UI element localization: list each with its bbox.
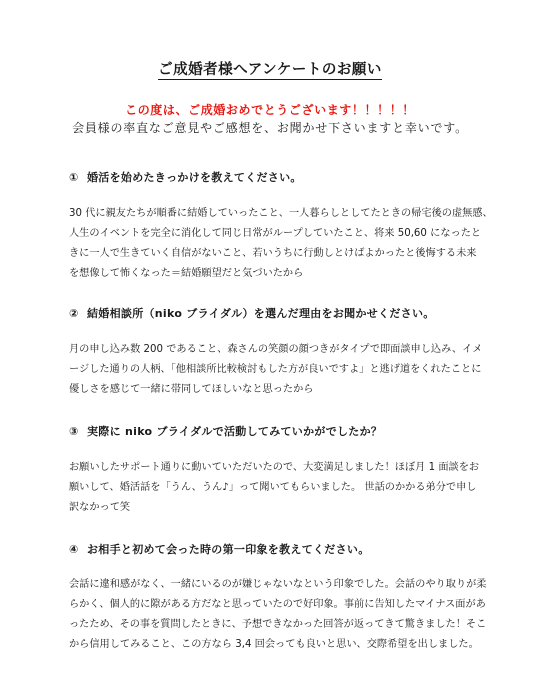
answer-line: 30 代に親友たちが順番に結婚していったこと、一人暮らしとしてたときの帰宅後の虚無感、 — [69, 208, 493, 219]
answer-line: ージした通りの人柄、「他相談所比較検討もした方が良いですよ」と逃げ道をくれたことに — [69, 364, 482, 375]
question-4-number: ④ — [69, 543, 79, 556]
question-4 — [69, 541, 370, 557]
question-3 — [69, 423, 382, 439]
question-3-text: 実際に niko ブライダルで活動してみていかがでしたか？ — [87, 425, 383, 438]
answer-line: 人生のイベントを完全に消化して同じ日常がループしていたこと、将来 50,60 になったと — [69, 228, 482, 239]
answer-line: を想像して怖くなった＝結婚願望だと気づいたから — [69, 268, 304, 279]
answer-line: 訳なかって笑 — [69, 502, 131, 513]
question-1-text: 婚活を始めたきっかけを教えてください。 — [87, 171, 302, 184]
answer-4 — [69, 575, 487, 655]
question-4-text: お相手と初めて会った時の第一印象を教えてください。 — [87, 543, 370, 556]
answer-line: から信用してみること、この方なら 3,4 回会っても良いと思い、交際希望を出しました。 — [69, 639, 479, 650]
question-1 — [69, 169, 302, 185]
answer-line: 優しさを感じて一緒に帯同してほしいなと思ったから — [69, 384, 314, 395]
page-title-text: ご成婚者様へアンケートのお願い — [158, 62, 382, 78]
answer-line: きに一人で生きていく自信がないこと、若いうちに行動しとけばよかったと後悔する未来 — [69, 248, 477, 259]
page-title — [0, 58, 540, 79]
answer-line: らかく、個人的に隙がある方だなと思っていたので好印象。事前に告知したマイナス面があ — [69, 599, 486, 610]
answer-1 — [69, 204, 493, 284]
question-2-text: 結婚相談所（niko ブライダル）を選んだ理由をお聞かせください。 — [87, 307, 435, 320]
question-3-number: ③ — [69, 425, 79, 438]
question-2-number: ② — [69, 307, 79, 320]
question-1-number: ① — [69, 171, 79, 184]
answer-line: 願いして、婚活話を「うん、うん♪」って聞いてもらいました。 世話のかかる弟分で申し — [69, 482, 477, 493]
intro-text: 会員様の率直なご意見やご感想を、お聞かせ下さいますと幸いです。 — [72, 121, 468, 135]
answer-2 — [69, 340, 483, 400]
answer-line: ったため、その事を質問したときに、予想できなかった回答が返ってきて驚きました！そこ — [69, 619, 487, 630]
answer-line: お願いしたサポート通りに動いていただいたので、大変満足しました！ほぼ月 1 面談をお — [69, 462, 480, 473]
answer-line: 会話に違和感がなく、一緒にいるのが嫌じゃないなという印象でした。会話のやり取りが柔 — [69, 579, 487, 590]
answer-line: 月の申し込み数 200 であること、森さんの笑顔の顔つきがタイプで即面談申し込み、イメ — [69, 344, 483, 355]
question-2 — [69, 305, 435, 321]
congratulations-message: この度は、ご成婚おめでとうございます！！！！！ — [125, 103, 415, 117]
answer-3 — [69, 458, 479, 518]
